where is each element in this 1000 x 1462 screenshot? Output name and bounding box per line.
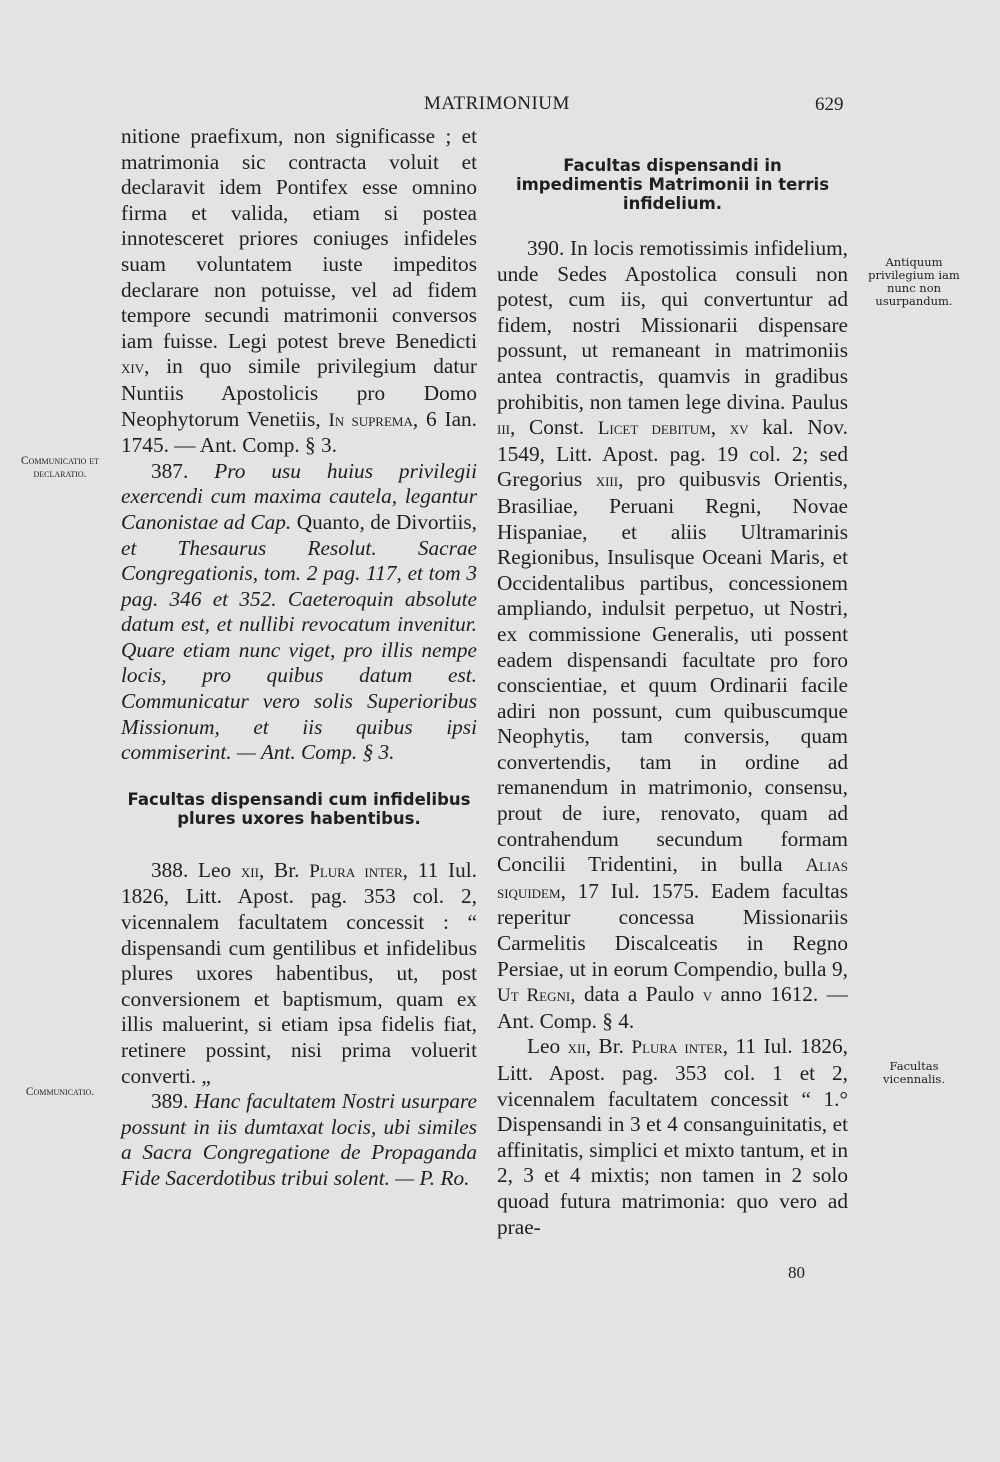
signature-mark: 80 (788, 1263, 805, 1282)
paragraph-388: 388. Leo xii, Br. Plura inter, 11 Iul. 1826, Litt. Apost. pag. 353 col. 2, vicennalem facultatem concessit : “ dispensandi cum gentilibus et infidelibus plures uxores habentibus, ut, post conversionem et baptismum, quam ex illis maluerint, si etiam ipsa fidelis fiat, retinere possint, nisi prima voluerit converti. „ (121, 857, 478, 1088)
paragraph-387: 387. Pro usu huius privilegii exercendi cum maxima cautela, legantur Canonistae ad Cap. Quanto, de Divortiis, et Thesaurus Resolut. Sacrae Congregationis, tom. 2 pag. 117, et tom 3 pag. 346 et 352. Caeteroquin absolute datum est, et nullibi revocatum invenitur. Quare etiam nunc viget, pro illis nempe locis, pro quibus datum est. Communicatur vero solis Superioribus Missionum, et iis quibus ipsi commiserint. — Ant. Comp. § 3. (121, 458, 478, 765)
running-title: MATRIMONIUM (424, 93, 570, 114)
left-column (121, 124, 477, 1192)
right-column (497, 124, 848, 1240)
margin-note-antiquum-privilegium: Antiquum privilegium iam nunc non usurpandum. (868, 255, 960, 308)
paragraph-continued: nitione praefixum, non significasse ; et matrimonia sic contracta voluit et declaravit idem Pontifex esse omnino firma et valida, etiam si postea innotesceret priores coniuges infideles suam voluntatem iuste impeditos declarare non potuisse, vel ad fidem tempore secundi matrimonii conversos iam fuisse. Legi potest breve Benedicti xiv, in quo simile privilegium datur Nuntiis Apostolicis pro Domo Neophytorum Venetiis, In suprema, 6 Ian. 1745. — Ant. Comp. § 3. (121, 124, 478, 458)
section-heading-right: Facultas dispensandi in impedimentis Matrimonii in terris infidelium. (515, 156, 830, 213)
paragraph-390: 390. In locis remotissimis infidelium, unde Sedes Apostolica consuli non potest, cum iis, qui convertuntur ad fidem, nostri Missionarii dispensare possunt, ut remaneant in matrimoniis antea contractis, quamvis in gradibus prohibitis, non tamen lege divina. Paulus iii, Const. Licet debitum, xv kal. Nov. 1549, Litt. Apost. pag. 19 col. 2; sed Gregorius xiii, pro quibusvis Orientis, Brasiliae, Peruani Regni, Novae Hispaniae, et aliis Ultramarinis Regionibus, Insulisque Oceani Maris, et Occidentalibus partibus, concessionem ampliando, indulsit perpetuo, ut Nostri, ex commissione Generalis, uti possent eadem dispensandi facultate pro foro conscientiae, et quum Ordinarii facile adiri non possunt, cum quibuscumque Neophytis, tam conversis, quam convertendis, tam in ordine ad remanendum in matrimonio, consensu, prout de iure, renovato, quam ad contrahendum secundum formam Concilii Tridentini, in bulla Alias siquidem, 17 Iul. 1575. Eadem facultas reperitur concessa Missionariis Carmelitis Discalceatis in Regno Persiae, ut in eorum Compendio, bulla 9, Ut Regni, data a Paulo v anno 1612. — Ant. Comp. § 4. (497, 236, 848, 1033)
margin-note-communicatio: Communicatio. (25, 1086, 95, 1098)
margin-note-communicatio-declaratio: Communicatio et declaratio. (20, 455, 100, 480)
paragraph-leo-xii: Leo xii, Br. Plura inter, 11 Iul. 1826, Litt. Apost. pag. 353 col. 1 et 2, vicennalem facultatem concessit “ 1.° Dispensandi in 3 et 4 consanguinitatis, et affinitatis, simplici et mixto tantum, et in 2, 3 et 4 mixtis; non tamen in 2 solo quoad futura matrimonia: quo vero ad prae- (497, 1034, 849, 1239)
page-number: 629 (815, 94, 844, 115)
running-head (0, 93, 1000, 117)
paragraph-389: 389. Hanc facultatem Nostri usurpare possunt in iis dumtaxat locis, ubi similes a Sacra Congregatione de Propaganda Fide Sacerdotibus tribui solent. — P. Ro. (121, 1089, 478, 1190)
section-heading-left: Facultas dispensandi cum infidelibus plures uxores habentibus. (127, 789, 471, 828)
margin-note-facultas-vicennalis: Facultas vicennalis. (882, 1059, 945, 1086)
